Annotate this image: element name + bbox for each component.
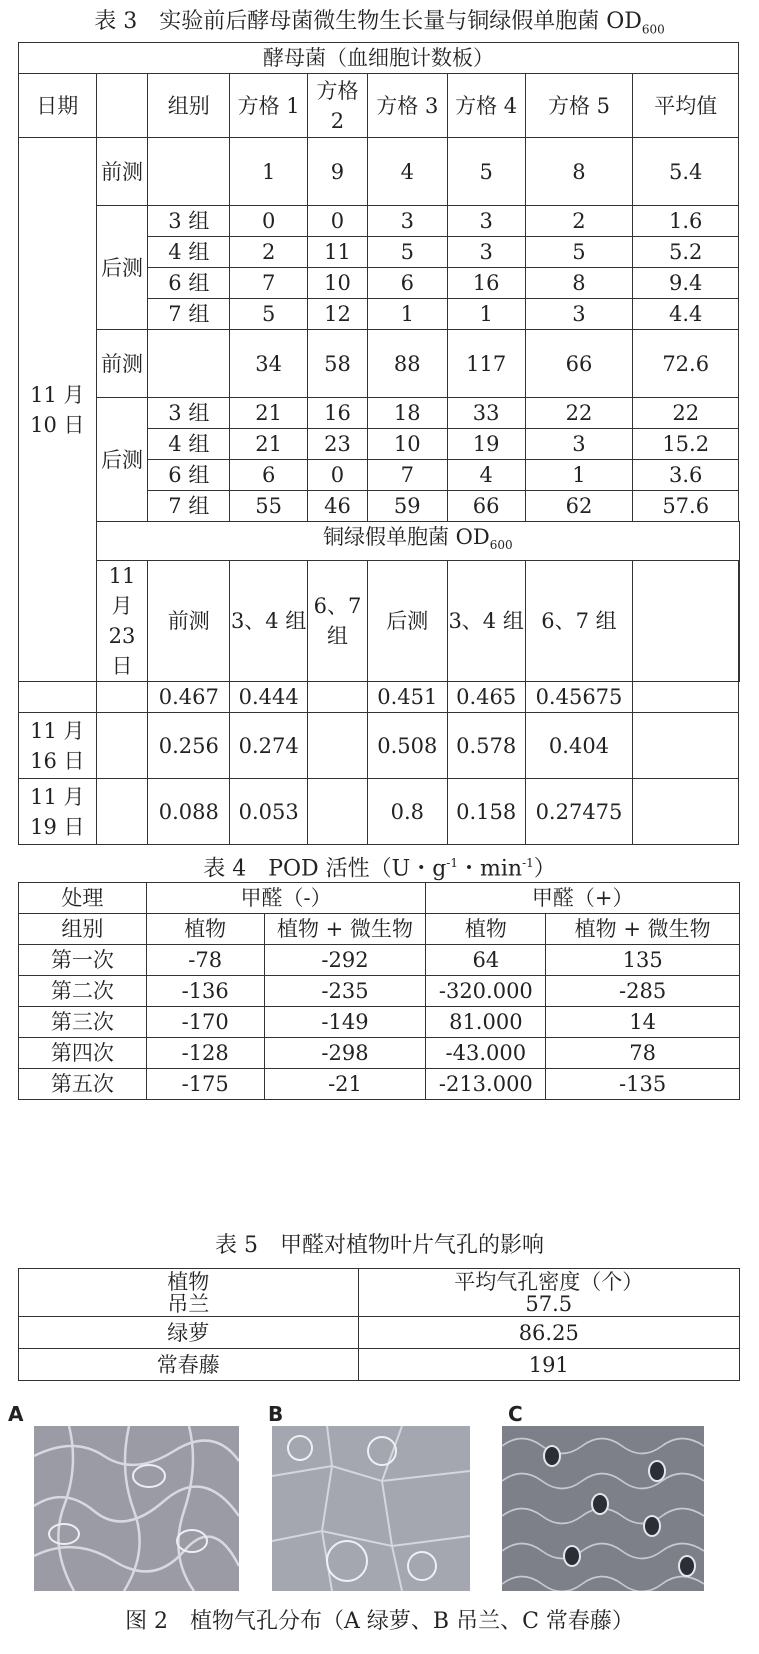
date-cell: 11 月 10 日 (19, 138, 97, 682)
header-grid2: 方格 2 (308, 74, 368, 138)
cell: -21 (264, 1069, 426, 1100)
cell: 3 (525, 299, 633, 330)
cell: -170 (146, 1007, 264, 1038)
cell: 9.4 (633, 268, 739, 299)
cell: 86.25 (358, 1317, 740, 1349)
cell: -175 (146, 1069, 264, 1100)
post-label: 后测 (96, 398, 148, 522)
cell: 6 (230, 460, 308, 491)
cell: 0.508 (367, 713, 447, 779)
cell: 191 (358, 1349, 740, 1381)
cell: 57.6 (633, 491, 739, 522)
table-row (19, 976, 740, 1007)
cell: 5.4 (633, 138, 739, 206)
cell: -298 (264, 1038, 426, 1069)
cell: 0.158 (447, 779, 525, 845)
cell: 66 (525, 330, 633, 398)
plant-header-with-first: 植物 吊兰 (19, 1269, 359, 1317)
cell: 15.2 (633, 429, 739, 460)
cell: 4 组 (148, 429, 230, 460)
table3 (18, 42, 740, 845)
cell: 7 组 (148, 491, 230, 522)
cell: 5 (230, 299, 308, 330)
panel-label-b: B (268, 1402, 284, 1426)
header-treatment: 处理 (19, 883, 147, 914)
cell: 78 (546, 1038, 740, 1069)
cell: 3 (447, 237, 525, 268)
header-group: 组别 (148, 74, 230, 138)
table4-caption: 表 4 POD 活性（U・$g^{-1}$・$\min^{-1}$） (203, 856, 556, 882)
cell: 第三次 (19, 1007, 147, 1038)
pa-header-cell: 3、4 组 (447, 561, 525, 682)
cell: 3 组 (148, 206, 230, 237)
cell: 8 (525, 138, 633, 206)
cell (96, 713, 148, 779)
cell: 5 (367, 237, 447, 268)
cell: 10 (308, 268, 368, 299)
cell: 14 (546, 1007, 740, 1038)
cell: -78 (146, 945, 264, 976)
cell: -235 (264, 976, 426, 1007)
cell: 117 (447, 330, 525, 398)
cell: 4.4 (633, 299, 739, 330)
header-plant-microbe: 植物 + 微生物 (264, 914, 426, 945)
cell: 12 (308, 299, 368, 330)
cell: 0.404 (525, 713, 633, 779)
cell: 7 组 (148, 299, 230, 330)
cell (19, 682, 97, 713)
cell: 5 (447, 138, 525, 206)
cell: -128 (146, 1038, 264, 1069)
cell (96, 682, 148, 713)
cell: 3 (525, 429, 633, 460)
table-row (19, 945, 740, 976)
header-group: 组别 (19, 914, 147, 945)
cell: 第四次 (19, 1038, 147, 1069)
header-plant: 植物 (146, 914, 264, 945)
cell: 59 (367, 491, 447, 522)
cell: 2 (525, 206, 633, 237)
cell: 16 (447, 268, 525, 299)
cell: 1 (367, 299, 447, 330)
cell: 58 (308, 330, 368, 398)
cell: 19 (447, 429, 525, 460)
pre-label: 前测 (96, 138, 148, 206)
cell: 1 (447, 299, 525, 330)
cell: 0 (308, 206, 368, 237)
cell: 9 (308, 138, 368, 206)
header-plant-microbe: 植物 + 微生物 (546, 914, 740, 945)
table-row (19, 1007, 740, 1038)
density-header-with-first: 平均气孔密度（个） 57.5 (358, 1269, 740, 1317)
cell: -136 (146, 976, 264, 1007)
micrograph-a (34, 1426, 239, 1591)
header-grid5: 方格 5 (525, 74, 633, 138)
cell: 11 月 19 日 (19, 779, 97, 845)
cell (96, 779, 148, 845)
header-grid1: 方格 1 (230, 74, 308, 138)
cell: 88 (367, 330, 447, 398)
cell: 62 (525, 491, 633, 522)
panel-label-c: C (508, 1402, 523, 1426)
table5 (18, 1268, 740, 1381)
cell: 常春藤 (19, 1349, 359, 1381)
cell: 64 (426, 945, 546, 976)
table-row (19, 1038, 740, 1069)
cell: 4 (367, 138, 447, 206)
cell: 0 (308, 460, 368, 491)
cell: 22 (633, 398, 739, 429)
cell: 0.465 (447, 682, 525, 713)
cell (308, 682, 368, 713)
cell: 0.578 (447, 713, 525, 779)
panel-label-a: A (8, 1402, 24, 1426)
cell: 绿萝 (19, 1317, 359, 1349)
cell: 16 (308, 398, 368, 429)
cell: 0.444 (230, 682, 308, 713)
cell: 第一次 (19, 945, 147, 976)
cell: 4 (447, 460, 525, 491)
cell: 0.053 (230, 779, 308, 845)
cell: 8 (525, 268, 633, 299)
cell: 6 组 (148, 268, 230, 299)
cell: 33 (447, 398, 525, 429)
cell: 第五次 (19, 1069, 147, 1100)
cell: 3 (367, 206, 447, 237)
table-row (19, 1069, 740, 1100)
pa-section-header: 铜绿假单胞菌 $OD_{600}$ (96, 522, 739, 561)
cell: 3 (447, 206, 525, 237)
yeast-section-header: 酵母菌（血细胞计数板） (19, 43, 739, 74)
cell: 23 (308, 429, 368, 460)
cell: 6 (367, 268, 447, 299)
header-formaldehyde-minus: 甲醛（-） (146, 883, 426, 914)
header-grid4: 方格 4 (447, 74, 525, 138)
table5-caption: 表 5 甲醛对植物叶片气孔的影响 (215, 1233, 544, 1258)
cell: 3.6 (633, 460, 739, 491)
cell: 11 (308, 237, 368, 268)
header-grid3: 方格 3 (367, 74, 447, 138)
cell: 66 (447, 491, 525, 522)
cell (308, 713, 368, 779)
pa-header-cell: 6、7 组 (525, 561, 633, 682)
cell: 1 (525, 460, 633, 491)
cell: 11 月 16 日 (19, 713, 97, 779)
cell: 10 (367, 429, 447, 460)
cell: 135 (546, 945, 740, 976)
cell: -285 (546, 976, 740, 1007)
pa-header-cell: 3、4 组 (230, 561, 308, 682)
cell: 1 (230, 138, 308, 206)
header-blank (96, 74, 148, 138)
header-average: 平均值 (633, 74, 739, 138)
cell: 5.2 (633, 237, 739, 268)
header-date: 日期 (19, 74, 97, 138)
table3-caption: 表 3 实验前后酵母菌微生物生长量与铜绿假单胞菌 $OD_{600}$ (94, 9, 665, 37)
header-plant: 植物 (426, 914, 546, 945)
cell: 72.6 (633, 330, 739, 398)
cell: 0.467 (148, 682, 230, 713)
cell: 3 组 (148, 398, 230, 429)
pre-label: 前测 (96, 330, 148, 398)
cell: 1.6 (633, 206, 739, 237)
cell: 0.27475 (525, 779, 633, 845)
cell: 0 (230, 206, 308, 237)
pa-header-cell: 6、7 组 (308, 561, 368, 682)
cell: 第二次 (19, 976, 147, 1007)
table4 (18, 882, 740, 1100)
cell: 46 (308, 491, 368, 522)
pa-post: 后测 (367, 561, 447, 682)
cell: 0.45675 (525, 682, 633, 713)
cell: 21 (230, 429, 308, 460)
cell: -149 (264, 1007, 426, 1038)
cell: 22 (525, 398, 633, 429)
pa-date: 11 月 23 日 (96, 561, 148, 682)
cell: -135 (546, 1069, 740, 1100)
cell: 7 (367, 460, 447, 491)
cell: 6 组 (148, 460, 230, 491)
micrograph-b (272, 1426, 470, 1591)
cell: 4 组 (148, 237, 230, 268)
cell: 21 (230, 398, 308, 429)
cell: -43.000 (426, 1038, 546, 1069)
cell: -213.000 (426, 1069, 546, 1100)
cell (308, 779, 368, 845)
cell: 18 (367, 398, 447, 429)
figure2 (0, 1402, 759, 1597)
cell: -320.000 (426, 976, 546, 1007)
cell: 5 (525, 237, 633, 268)
cell: 34 (230, 330, 308, 398)
cell: 0.256 (148, 713, 230, 779)
figure2-caption: 图 2 植物气孔分布（A 绿萝、B 吊兰、C 常春藤） (125, 1609, 634, 1634)
pa-pre: 前测 (148, 561, 230, 682)
header-formaldehyde-plus: 甲醛（+） (426, 883, 740, 914)
cell: 55 (230, 491, 308, 522)
cell: 7 (230, 268, 308, 299)
cell: 2 (230, 237, 308, 268)
cell: 0.8 (367, 779, 447, 845)
micrograph-c (502, 1426, 704, 1591)
post-label: 后测 (96, 206, 148, 330)
cell: -292 (264, 945, 426, 976)
cell: 0.088 (148, 779, 230, 845)
cell: 81.000 (426, 1007, 546, 1038)
cell: 0.274 (230, 713, 308, 779)
cell: 0.451 (367, 682, 447, 713)
